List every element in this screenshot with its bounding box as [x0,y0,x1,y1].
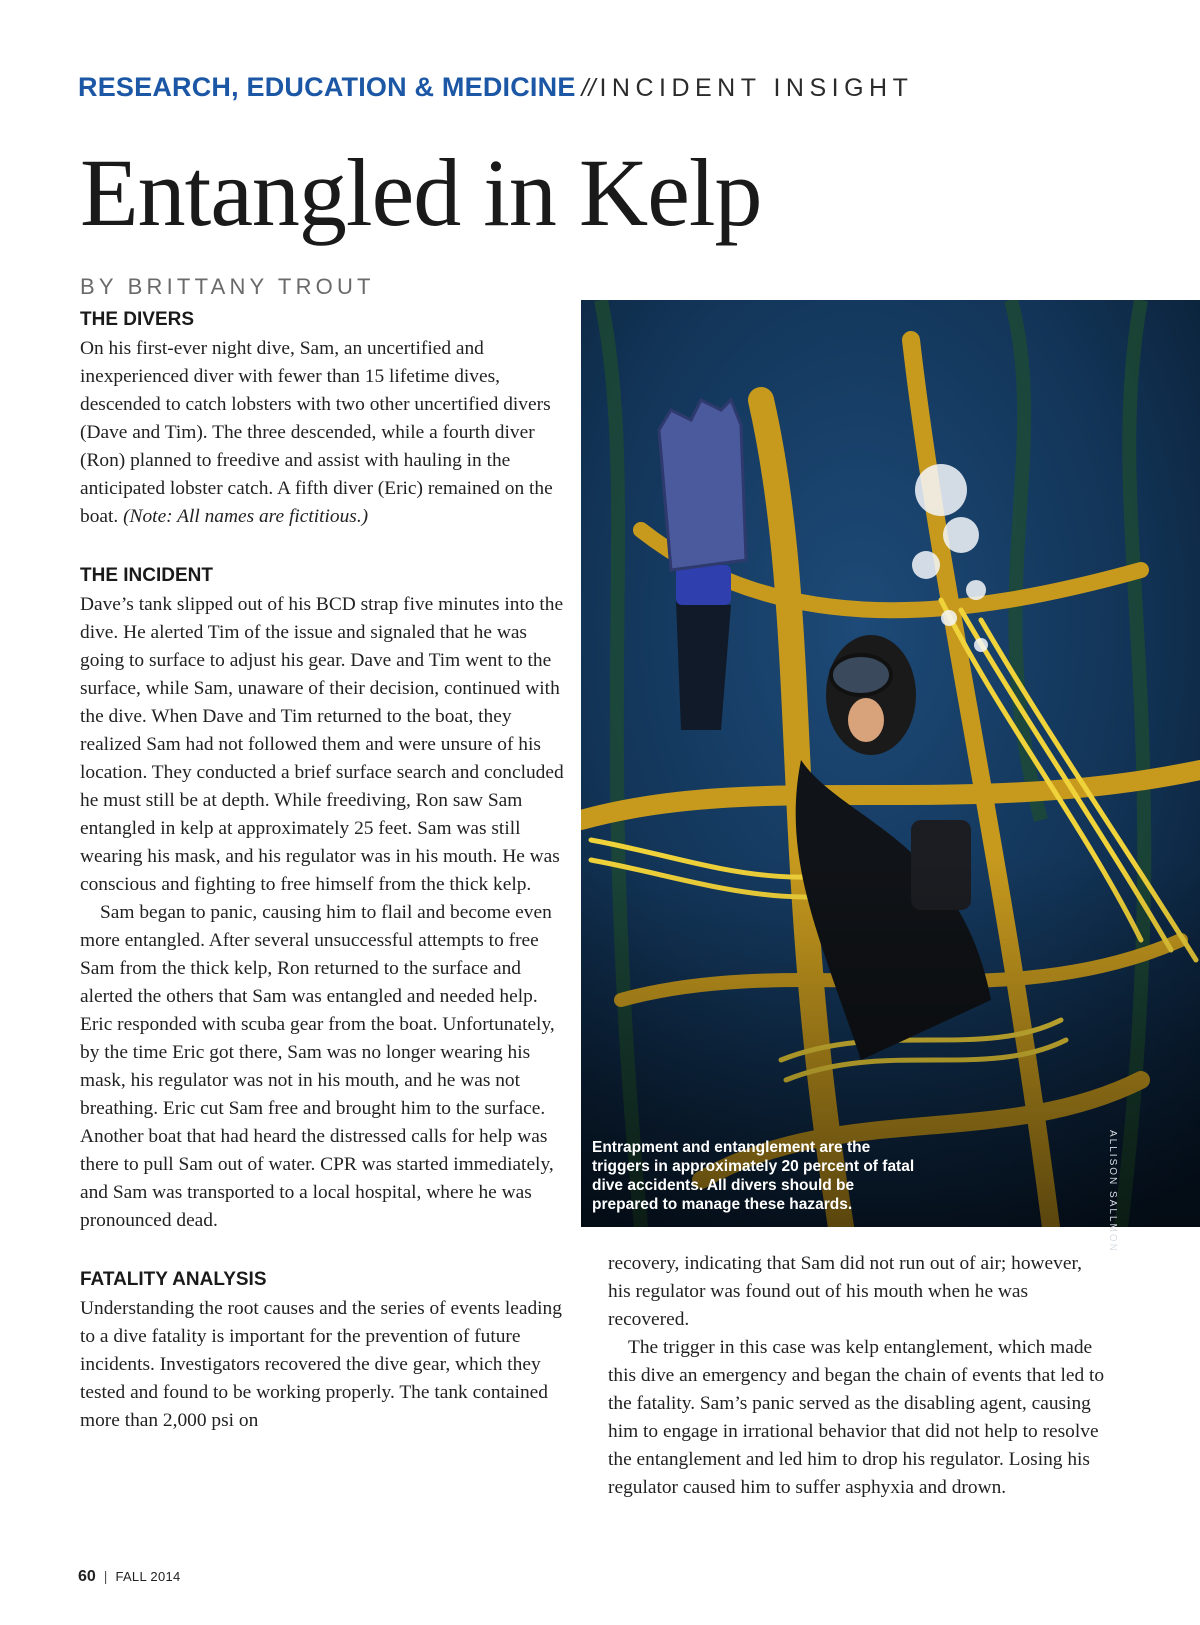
article-column-left [80,305,570,1435]
names-note: (Note: All names are fictitious.) [123,506,369,527]
page-number: 60 [78,1568,96,1585]
section-sublabel: INCIDENT INSIGHT [599,74,914,102]
paragraph-divers [80,335,570,531]
photo-caption: Entrapment and entanglement are the triggers in approximately 20 percent of fatal dive accidents. All divers should be prepared to manage these hazards. [592,1139,915,1213]
paragraph-incident-2: Sam began to panic, causing him to flail and become even more entangled. After several unsuccessful attempts to free Sam from the thick kelp, Ron returned to the surface and alerted the others that Sam was entangled and needed help. Eric responded with scuba gear from the boat. Unfortunately, by the time Eric got there, Sam was no longer wearing his mask, his regulator was not in his mouth, and he was not breathing. Eric cut Sam free and brought him to the surface. Another boat that had heard the distressed calls for help was there to pull Sam out of water. CPR was started immediately, and Sam was transported to a local hospital, where he was pronounced dead. [80,902,555,1231]
article-title: Entangled in Kelp [80,139,762,246]
paragraph-analysis-1-continued: recovery, indicating that Sam did not run out of air; however, his regulator was found out of his mouth when he was recovered. [608,1253,1082,1330]
page-footer [78,1568,181,1586]
divers-text: On his first-ever night dive, Sam, an uncertified and inexperienced diver with fewer than 15 lifetime dives, descended to catch lobsters with two other uncertified divers (Dave and Tim). The three descended, while a fourth diver (Ron) planned to freedive and assist with hauling in the anticipated lobster catch. A fifth diver (Eric) remained on the boat. [80,338,553,527]
paragraph-analysis-1: Understanding the root causes and the series of events leading to a dive fatality is important for the prevention of future incidents. Investigators recovered the dive gear, which they tested and found to be working properly. The tank contained more than 2,000 psi on [80,1298,562,1431]
section-label: RESEARCH, EDUCATION & MEDICINE [78,72,576,102]
byline: BY BRITTANY TROUT [80,274,375,299]
footer-separator: | [103,1568,108,1584]
article-column-right [608,1250,1108,1502]
photo-credit: ALLISON SALLMON [1107,1130,1118,1253]
issue-label: FALL 2014 [115,1569,181,1584]
section-header [78,72,913,103]
heading-fatality-analysis: FATALITY ANALYSIS [80,1269,267,1290]
kelp-diver-photo [581,300,1200,1227]
photo-illustration [581,300,1200,1227]
heading-the-divers: THE DIVERS [80,309,195,330]
heading-the-incident: THE INCIDENT [80,565,213,586]
section-separator: // [581,74,596,102]
paragraph-incident-1: Dave’s tank slipped out of his BCD strap five minutes into the dive. He alerted Tim of the issue and signaled that he was going to surface to adjust his gear. Dave and Tim went to the surface, while Sam, unaware of their decision, continued with the dive. When Dave and Tim returned to the boat, they realized Sam had not followed them and were unsure of his location. They conducted a brief surface search and concluded he must still be at depth. While freediving, Ron saw Sam entangled in kelp at approximately 25 feet. Sam was still wearing his mask, and his regulator was in his mouth. He was conscious and fighting to free himself from the thick kelp. [80,594,564,895]
paragraph-analysis-2: The trigger in this case was kelp entanglement, which made this dive an emergency and began the chain of events that led to the fatality. Sam’s panic served as the disabling agent, causing him to engage in irrational behavior that did not help to resolve the entanglement and led him to drop his regulator. Losing his regulator caused him to suffer asphyxia and drown. [608,1337,1105,1498]
